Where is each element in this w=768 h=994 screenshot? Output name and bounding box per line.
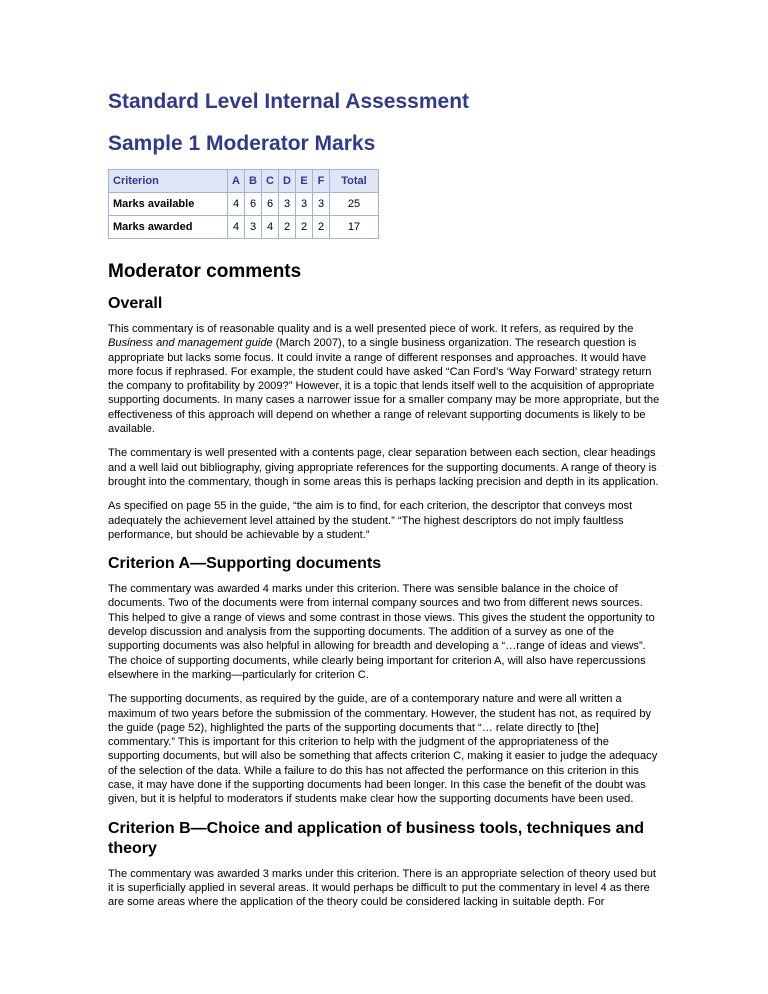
comments-heading: Moderator comments [108,261,302,282]
paragraph: The commentary is well presented with a contents page, clear separation between each section, clear headings and a well laid out bibliography, giving appropriate references for the supporting documents. A range of theory is brought into the commentary, though in some areas this is perhaps lacking precision and depth in its application. [108,447,659,488]
header-cell: C [262,170,279,193]
table-cell: 25 [330,193,379,216]
marks-table-header-row [109,170,379,193]
table-cell: 4 [228,216,245,239]
header-cell: Total [330,170,379,193]
paragraph-text: This commentary is of reasonable quality and is a well presented piece of work. It refers, as required by the [108,323,634,335]
table-cell: 2 [296,216,313,239]
header-cell: E [296,170,313,193]
paragraph-text: (March 2007), to a single business organization. The research question is appropriate but lacks some focus. It could invite a range of different responses and approaches. It would have more focus if rephrased. For example, the student could have asked “Can Ford’s ‘Way Forward’ strategy return the company to profitability by 2009?” However, it is a topic that lends itself well to the acquisition of appropriate supporting documents. In many cases a narrower issue for a smaller company may be more appropriate, but the effectiveness of this approach will depend on whether a range of relevant supporting documents is likely to be available. [108,337,660,436]
table-cell: 3 [279,193,296,216]
table-row [109,216,379,239]
header-cell: Criterion [109,170,228,193]
table-cell: 2 [313,216,330,239]
header-cell: A [228,170,245,193]
page-subtitle: Sample 1 Moderator Marks [108,132,376,155]
table-row [109,193,379,216]
paragraph [108,322,663,436]
table-cell: 4 [262,216,279,239]
header-cell: F [313,170,330,193]
section-heading-overall: Overall [108,295,163,312]
header-cell: D [279,170,296,193]
row-label: Marks awarded [109,216,228,239]
table-cell: 17 [330,216,379,239]
paragraph: The supporting documents, as required by the guide, are of a contemporary nature and were all written a maximum of two years before the submission of the commentary. However, the student has not, as required by the guide (page 52), highlighted the parts of the supporting documents that “… relate directly to [the] commentary.” This is important for this criterion to help with the judgment of the appropriateness of the supporting documents, but will also be something that affects criterion C, making it easier to judge the adequacy of the selection of the data. While a failure to do this has not affected the performance on this criterion in this case, it may have done if the supporting documents had been longer. In this case the benefit of the doubt was given, but it is helpful to moderators if students make clear how the supporting documents have been used. [108,693,658,806]
table-cell: 2 [279,216,296,239]
marks-table [108,169,379,239]
page-title: Standard Level Internal Assessment [108,90,470,113]
header-cell: B [245,170,262,193]
table-cell: 6 [245,193,262,216]
section-heading-criterion-a: Criterion A—Supporting documents [108,555,382,573]
table-cell: 6 [262,193,279,216]
table-cell: 3 [296,193,313,216]
guide-title: Business and management guide [108,337,273,350]
paragraph: The commentary was awarded 4 marks under this criterion. There was sensible balance in the choice of documents. Two of the documents were from internal company sources and two from different news sources. This helped to give a range of views and some contrast in those views. This gives the student the opportunity to develop discussion and analysis from the supporting documents. The addition of a survey as one of the supporting documents was also helpful in allowing for breadth and developing a “…range of ideas and views”. The choice of supporting documents, while clearly being important for criterion A, will also have repercussions elsewhere in the marking—particularly for criterion C. [108,583,655,681]
paragraph: The commentary was awarded 3 marks under this criterion. There is an appropriate selection of theory used but it is superficially applied in several areas. It would perhaps be difficult to put the commentary in level 4 as there are some areas where the application of the theory could be considered lacking in suitable depth. For [108,867,656,909]
paragraph: As specified on page 55 in the guide, “the aim is to find, for each criterion, the descriptor that conveys most adequately the achievement level attained by the student.” “The highest descriptors do not imply faultless performance, but should be achievable by a student.” [108,500,633,541]
table-cell: 4 [228,193,245,216]
section-heading-criterion-b: Criterion B—Choice and application of business tools, techniques and theory [108,819,645,857]
table-cell: 3 [313,193,330,216]
row-label: Marks available [109,193,228,216]
table-cell: 3 [245,216,262,239]
